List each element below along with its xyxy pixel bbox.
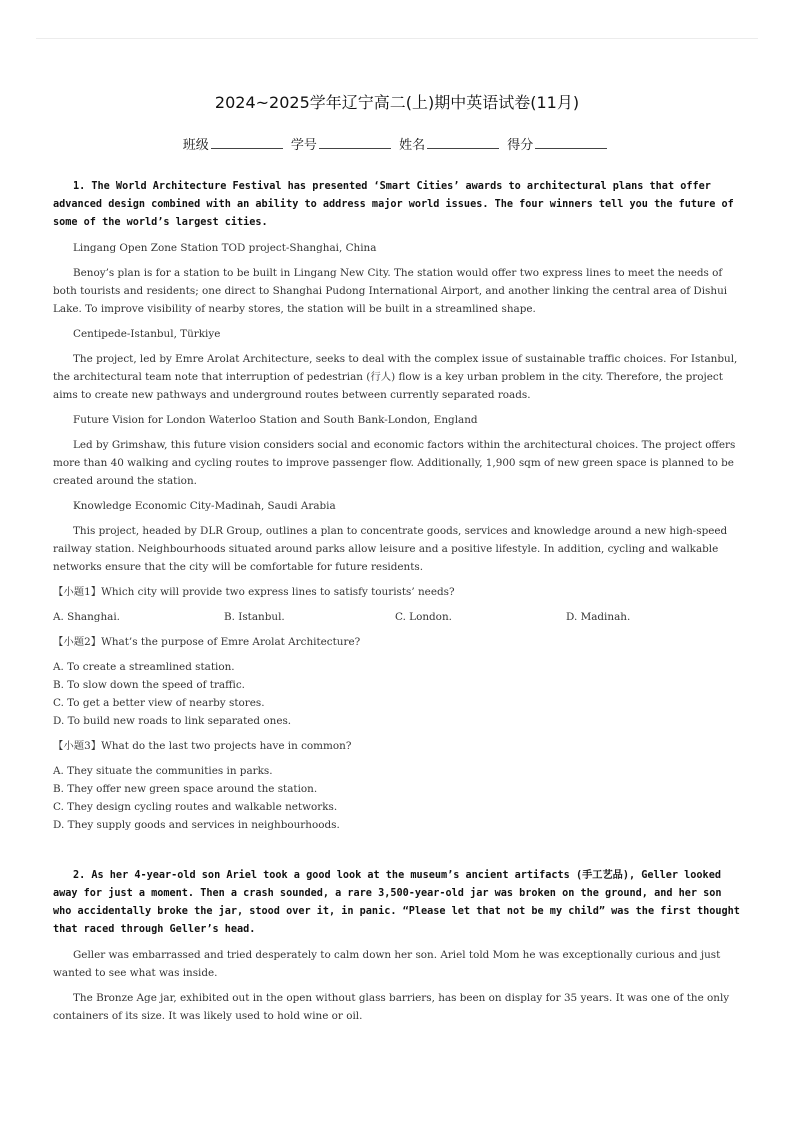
student-id-label: 学号	[290, 138, 317, 153]
q1-section2-title: Centipede-Istanbul, Türkiye	[73, 328, 221, 340]
option: C. They design cycling routes and walkable networks.	[53, 801, 338, 813]
sub-question-3: 【小题3】What do the last two projects have in common?	[53, 740, 352, 752]
class-blank	[211, 136, 283, 149]
option: B. They offer new green space around the station.	[53, 783, 318, 795]
option: A. They situate the communities in parks.	[53, 765, 273, 777]
option: D. To build new roads to link separated ones.	[53, 715, 292, 727]
q2-intro: 2. As her 4-year-old son Ariel took a good look at the museum’s ancient artifacts (手工艺品), Geller looked away for just a moment. Then a crash sounded, a rare 3,500-year-old jar was broken on the ground, and her son who accidentally broke the jar, stood over it, in panic. “Please let that not be my child” was the first thought that raced through Geller’s head.	[53, 870, 740, 935]
option: B. Istanbul.	[224, 611, 285, 623]
q1-section1-body: Benoy’s plan is for a station to be built in Lingang New City. The station would offer two express lines to meet the needs of both tourists and residents; one direct to Shanghai Pudong International Airport, and another linking the central area of Dishui Lake. To improve visibility of nearby stores, the station will be built in a streamlined shape.	[53, 267, 728, 315]
q1-section3-title: Future Vision for London Waterloo Station and South Bank-London, England	[73, 414, 478, 426]
score-blank	[535, 136, 607, 149]
option: A. Shanghai.	[53, 611, 120, 623]
option: C. London.	[395, 611, 452, 623]
class-label: 班级	[182, 138, 209, 153]
sub-question-1: 【小题1】Which city will provide two express lines to satisfy tourists’ needs?	[53, 586, 455, 598]
sub-question-1-options	[53, 608, 743, 626]
option: D. They supply goods and services in neighbourhoods.	[53, 819, 340, 831]
page-title: 2024~2025学年辽宁高二(上)期中英语试卷(11月)	[214, 93, 580, 112]
sub-question-3-options	[53, 762, 743, 834]
option: A. To create a streamlined station.	[53, 661, 235, 673]
q1-section4-body: This project, headed by DLR Group, outlines a plan to concentrate goods, services and knowledge around a new high-speed railway station. Neighbourhoods situated around parks allow leisure and a positive lifestyle. In addition, cycling and walkable networks ensure that the city will be comfortable for future residents.	[53, 525, 728, 573]
top-divider	[36, 38, 758, 39]
q1-section1-title: Lingang Open Zone Station TOD project-Shanghai, China	[73, 242, 377, 254]
sub-question-2-options	[53, 658, 743, 730]
exam-content	[53, 178, 743, 1032]
q1-intro: 1. The World Architecture Festival has presented ‘Smart Cities’ awards to architectural plans that offer advanced design combined with an ability to address major world issues. The four winners tell you the future of some of the world’s largest cities.	[53, 181, 734, 228]
q1-section4-title: Knowledge Economic City-Madinah, Saudi Arabia	[73, 500, 336, 512]
sub-question-2: 【小题2】What’s the purpose of Emre Arolat Architecture?	[53, 636, 361, 648]
question-gap	[53, 841, 743, 867]
q1-section2-body: The project, led by Emre Arolat Architecture, seeks to deal with the complex issue of sustainable traffic choices. For Istanbul, the architectural team note that interruption of pedestrian (行人) flow is a key urban problem in the city. Therefore, the project aims to create new pathways and underground routes between currently separated roads.	[53, 353, 738, 401]
q1-section3-body: Led by Grimshaw, this future vision considers social and economic factors within the architectural choices. The project offers more than 40 walking and cycling routes to improve passenger flow. Additionally, 1,900 sqm of new green space is planned to be created around the station.	[53, 439, 736, 487]
student-info-line	[0, 134, 794, 153]
q2-paragraph-1: Geller was embarrassed and tried desperately to calm down her son. Ariel told Mom he was exceptionally curious and just wanted to see what was inside.	[53, 949, 721, 979]
option: B. To slow down the speed of traffic.	[53, 679, 245, 691]
q2-paragraph-2: The Bronze Age jar, exhibited out in the open without glass barriers, has been on display for 35 years. It was one of the only containers of its size. It was likely used to hold wine or oil.	[53, 992, 730, 1022]
name-label: 姓名	[399, 138, 426, 153]
option: D. Madinah.	[566, 611, 631, 623]
student-id-blank	[319, 136, 391, 149]
score-label: 得分	[507, 138, 534, 153]
option: C. To get a better view of nearby stores.	[53, 697, 265, 709]
name-blank	[427, 136, 499, 149]
